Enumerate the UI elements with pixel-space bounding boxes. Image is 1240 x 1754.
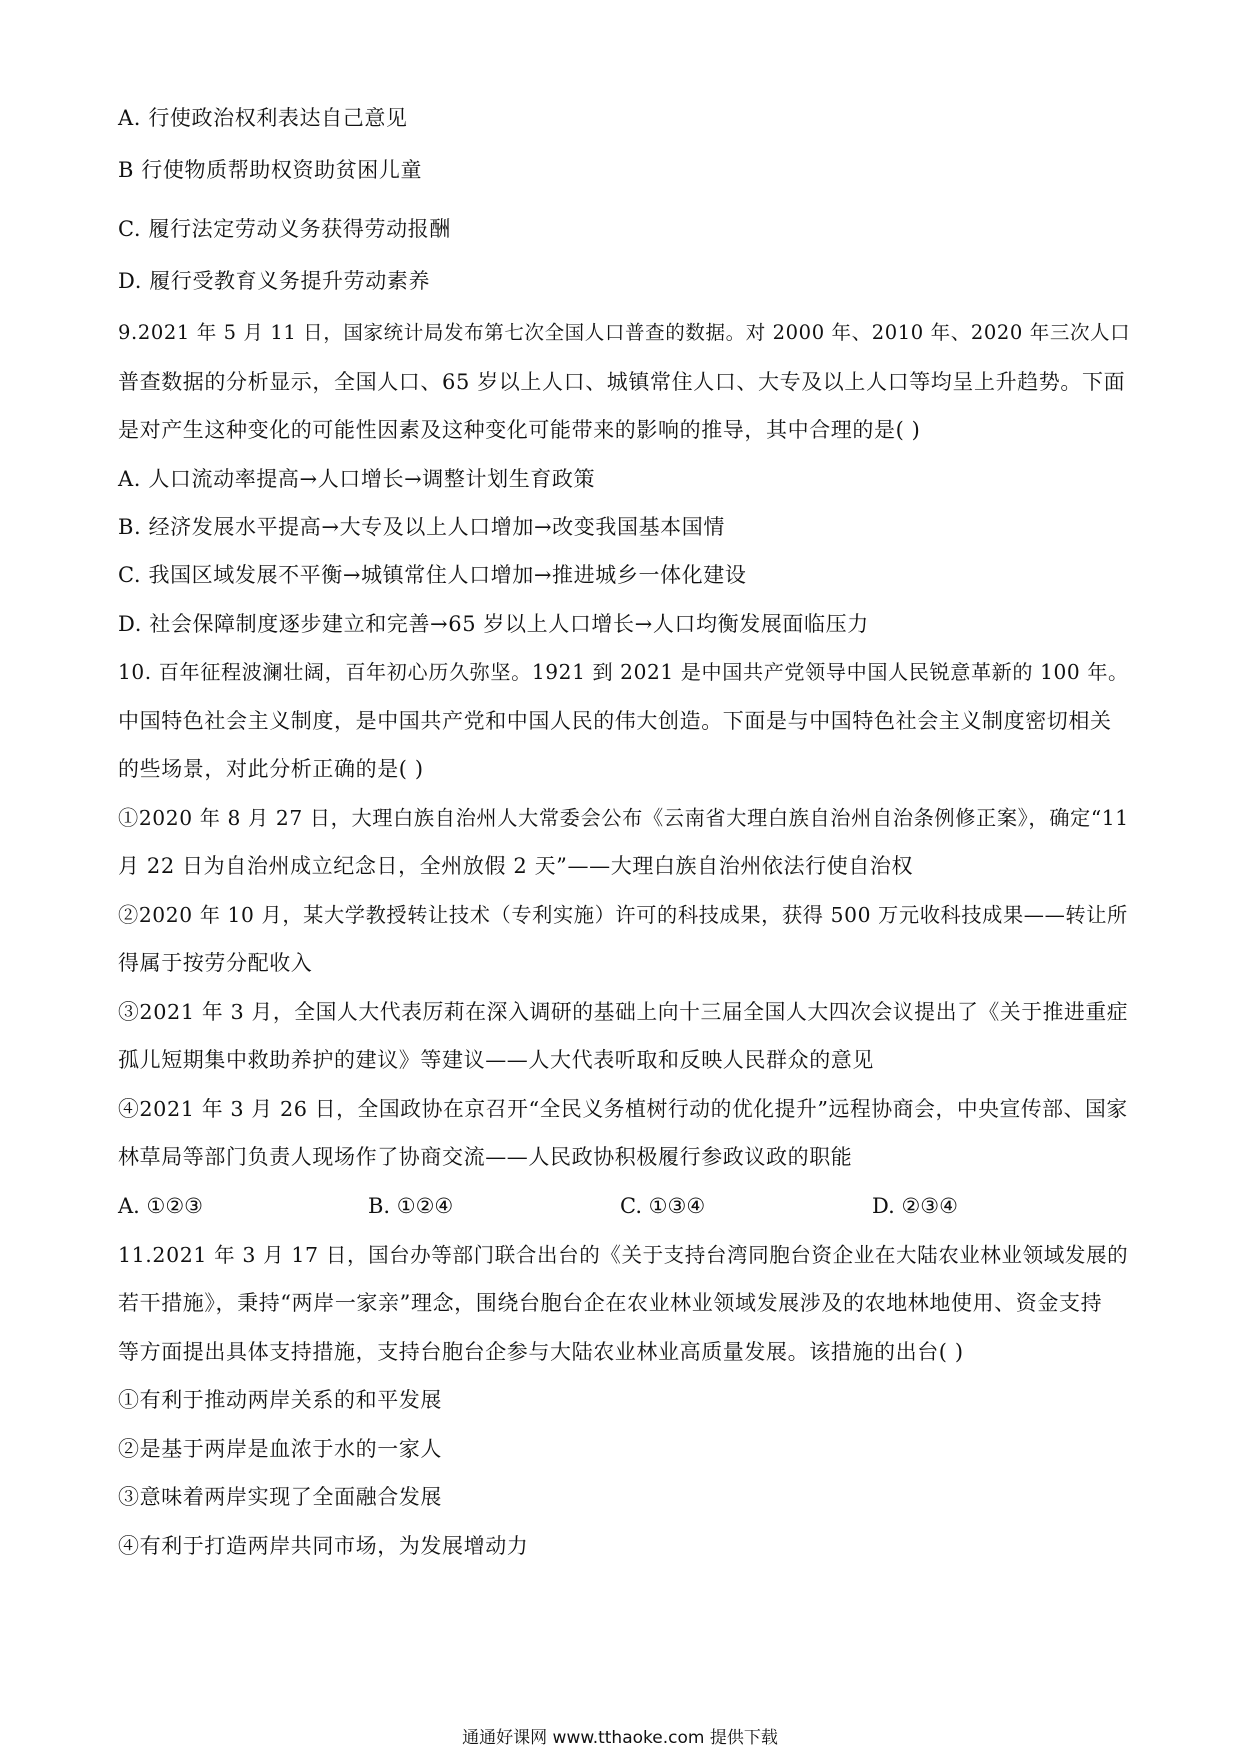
q10-option-b: B. ①②④ <box>368 1194 454 1218</box>
q8-option-a: A. 行使政治权利表达自己意见 <box>118 106 408 130</box>
q11-stem-line-1: 11.2021 年 3 月 17 日，国台办等部门联合出台的《关于支持台湾同胞台资企业在大陆农业林业领域发展的 <box>118 1243 1129 1267</box>
q11-item-2: ②是基于两岸是血浓于水的一家人 <box>118 1437 442 1461</box>
q11-item-1: ①有利于推动两岸关系的和平发展 <box>118 1388 442 1412</box>
q10-option-d: D. ②③④ <box>872 1194 958 1218</box>
q9-stem-line-3: 是对产生这种变化的可能性因素及这种变化可能带来的影响的推导，其中合理的是( ) <box>118 418 921 442</box>
q10-item-2-line-2: 得属于按劳分配收入 <box>118 951 313 975</box>
q10-option-c: C. ①③④ <box>620 1194 706 1218</box>
q10-item-3-line-2: 孤儿短期集中救助养护的建议》等建议——人大代表听取和反映人民群众的意见 <box>118 1048 874 1072</box>
q9-option-c: C. 我国区域发展不平衡→城镇常住人口增加→推进城乡一体化建设 <box>118 563 747 587</box>
q10-option-a: A. ①②③ <box>118 1194 203 1218</box>
q10-item-4-line-2: 林草局等部门负责人现场作了协商交流——人民政协积极履行参政议政的职能 <box>118 1145 853 1169</box>
q9-stem-line-1: 9.2021 年 5 月 11 日，国家统计局发布第七次全国人口普查的数据。对 2000 年、2010 年、2020 年三次人口 <box>118 321 1131 344</box>
q10-item-2-line-1: ②2020 年 10 月，某大学教授转让技术（专利实施）许可的科技成果，获得 500 万元收科技成果——转让所 <box>118 903 1128 927</box>
q11-stem-line-3: 等方面提出具体支持措施，支持台胞台企参与大陆农业林业高质量发展。该措施的出台( ) <box>118 1340 964 1364</box>
q10-stem-line-2: 中国特色社会主义制度，是中国共产党和中国人民的伟大创造。下面是与中国特色社会主义制度密切相关 <box>118 709 1112 733</box>
q10-item-3-line-1: ③2021 年 3 月，全国人大代表厉莉在深入调研的基础上向十三届全国人大四次会议提出了《关于推进重症 <box>118 1000 1129 1024</box>
q9-option-d: D. 社会保障制度逐步建立和完善→65 岁以上人口增长→人口均衡发展面临压力 <box>118 612 869 636</box>
q10-item-4-line-1: ④2021 年 3 月 26 日，全国政协在京召开“全民义务植树行动的优化提升”远程协商会，中央宣传部、国家 <box>118 1097 1128 1121</box>
q9-option-a: A. 人口流动率提高→人口增长→调整计划生育政策 <box>118 467 596 491</box>
page-footer: 通通好课网 www.tthaoke.com 提供下载 <box>462 1728 778 1748</box>
q9-option-b: B. 经济发展水平提高→大专及以上人口增加→改变我国基本国情 <box>118 515 725 539</box>
q10-stem-line-1: 10. 百年征程波澜壮阔，百年初心历久弥坚。1921 到 2021 是中国共产党领导中国人民锐意革新的 100 年。 <box>118 660 1129 684</box>
q10-item-1-line-2: 月 22 日为自治州成立纪念日，全州放假 2 天”——大理白族自治州依法行使自治权 <box>118 854 914 878</box>
q8-option-b: B 行使物质帮助权资助贫困儿童 <box>118 158 423 182</box>
q10-stem-line-3: 的些场景，对此分析正确的是( ) <box>118 757 424 781</box>
q11-item-4: ④有利于打造两岸共同市场，为发展增动力 <box>118 1534 529 1558</box>
q10-item-1-line-1: ①2020 年 8 月 27 日，大理白族自治州人大常委会公布《云南省大理白族自治州自治条例修正案》，确定“11 <box>118 806 1129 830</box>
q11-stem-line-2: 若干措施》，秉持“两岸一家亲”理念，围绕台胞台企在农业林业领域发展涉及的农地林地使用、资金支持 <box>118 1291 1103 1315</box>
q11-item-3: ③意味着两岸实现了全面融合发展 <box>118 1485 442 1509</box>
q9-stem-line-2: 普查数据的分析显示，全国人口、65 岁以上人口、城镇常住人口、大专及以上人口等均呈上升趋势。下面 <box>118 370 1126 394</box>
q8-option-c: C. 履行法定劳动义务获得劳动报酬 <box>118 217 451 241</box>
q8-option-d: D. 履行受教育义务提升劳动素养 <box>118 269 431 293</box>
